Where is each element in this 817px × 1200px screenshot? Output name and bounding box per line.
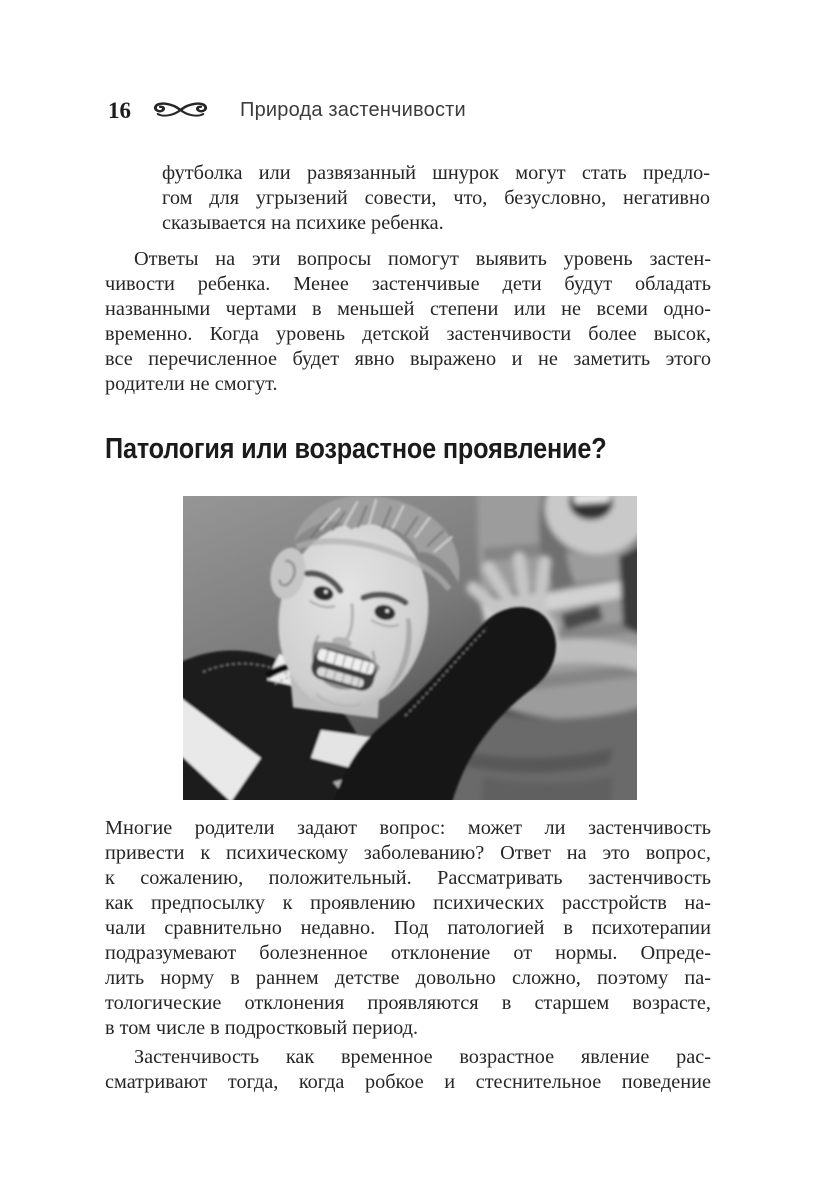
page-number: 16	[108, 97, 131, 123]
text-line: лить норму в раннем детстве довольно сложно, поэтому па-	[105, 967, 711, 989]
text-line: все перечисленное будет явно выражено и не заметить этого	[105, 348, 711, 370]
text-line: к сожалению, положительный. Рассматривать застенчивость	[105, 867, 711, 889]
text-line: сматривают тогда, когда робкое и стеснительное поведение	[105, 1071, 711, 1093]
running-title: Природа застенчивости	[240, 99, 466, 121]
running-head	[108, 95, 466, 125]
text-line: тологические отклонения проявляются в старшем возрасте,	[105, 992, 711, 1014]
paragraph	[105, 247, 711, 397]
text-line: подразумевают болезненное отклонение от нормы. Опреде-	[105, 942, 711, 964]
paragraph	[105, 816, 711, 1041]
text-line: Многие родители задают вопрос: может ли застенчивость	[105, 817, 711, 839]
text-line: привести к психическому заболеванию? Ответ на это вопрос,	[105, 842, 711, 864]
paragraph	[105, 1045, 711, 1095]
text-line: временно. Когда уровень детской застенчивости более высок,	[105, 323, 711, 345]
text-line: чивости ребенка. Менее застенчивые дети будут обладать	[105, 273, 711, 295]
text-line: как предпосылку к проявлению психических расстройств на-	[105, 892, 711, 914]
text-line: в том числе в подростковый период.	[105, 1017, 419, 1039]
paragraph	[162, 161, 710, 236]
text-line: Ответы на эти вопросы помогут выявить уровень застен-	[134, 248, 711, 270]
section-heading: Патология или возрастное проявление?	[105, 433, 607, 465]
text-line: футболка или развязанный шнурок могут стать предло-	[162, 162, 710, 184]
fleuron-ornament-icon	[152, 102, 209, 118]
text-line: сказывается на психике ребенка.	[162, 212, 444, 234]
text-line: гом для угрызений совести, что, безусловно, негативно	[162, 187, 710, 209]
text-line: родители не смогут.	[105, 373, 278, 395]
text-line: названными чертами в меньшей степени или не всеми одно-	[105, 298, 711, 320]
angry-boy-photo	[183, 496, 637, 800]
text-line: Застенчивость как временное возрастное явление рас-	[134, 1046, 711, 1068]
text-line: чали сравнительно недавно. Под патологией в психотерапии	[105, 917, 711, 939]
